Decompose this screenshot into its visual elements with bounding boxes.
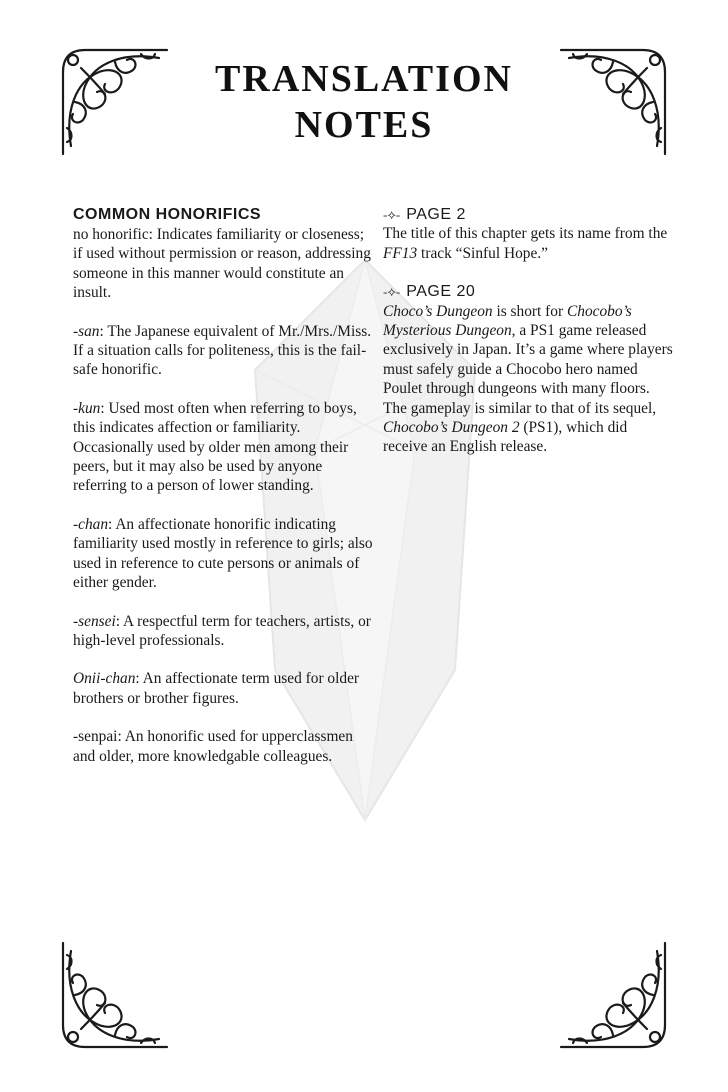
honorific-text: no honorific: Indicates familiarity or closeness; if used without permission or reason, addressing someone in this manner would constitute an insult.: [73, 226, 371, 302]
honorific-text: : An affectionate honorific indicating familiarity used mostly in reference to girls; also used in reference to cute persons or animals of either gender.: [73, 515, 373, 592]
honorific-entry: [73, 399, 373, 496]
note-text-part: The title of this chapter gets its name from the: [383, 225, 668, 243]
honorific-text: : An affectionate term used for older brothers or brother figures.: [73, 670, 360, 707]
note-text-part: (PS1), which did receive an English release.: [383, 419, 628, 456]
page-note-text: [383, 224, 673, 263]
page-note-label: PAGE 2: [406, 206, 466, 223]
honorific-term: -chan: [73, 515, 109, 533]
note-text-part: Choco’s Dungeon: [383, 302, 493, 320]
honorifics-column: [73, 205, 373, 785]
diamond-bullet-icon: -⟡-: [383, 284, 401, 300]
note-text-part: is short for: [492, 302, 567, 320]
honorific-entry: [73, 322, 373, 380]
honorific-entry: [73, 515, 373, 593]
page-title-line2: NOTES: [294, 104, 434, 146]
ornament-corner-icon: [553, 935, 673, 1055]
honorific-term: -san: [73, 322, 100, 340]
page-note: [383, 205, 673, 263]
honorific-text: : The Japanese equivalent of Mr./Mrs./Miss. If a situation calls for politeness, this is the fail-safe honorific.: [73, 322, 372, 379]
honorifics-heading: COMMON HONORIFICS: [73, 206, 262, 223]
honorific-text: -senpai: An honorific used for upperclassmen and older, more knowledgable colleagues.: [73, 728, 353, 765]
page-note-label: PAGE 20: [406, 283, 476, 301]
page-notes-column: [383, 205, 673, 476]
note-text-part: , a PS1 game released exclusively in Japan. It’s a game where players must safely guide a Chocobo hero named Poulet through dungeons with many floors. The gameplay is similar to that of its sequel,: [383, 322, 673, 417]
note-text-part: FF13: [383, 244, 418, 262]
honorific-term: -kun: [73, 399, 101, 417]
note-text-part: Chocobo’s Mysterious Dungeon: [383, 302, 632, 340]
note-text-part: Chocobo’s Dungeon 2: [383, 419, 520, 437]
ornament-corner-icon: [55, 935, 175, 1055]
page-note: [383, 282, 673, 457]
note-text-part: track “Sinful Hope.”: [417, 244, 548, 262]
page-title: [0, 56, 728, 148]
honorific-term: Onii-chan: [73, 670, 136, 688]
honorific-text: : A respectful term for teachers, artists, or high-level professionals.: [73, 612, 371, 649]
honorific-term: -sensei: [73, 612, 116, 630]
diamond-bullet-icon: -⟡-: [383, 207, 401, 222]
page-title-line1: TRANSLATION: [215, 58, 513, 100]
honorific-entry: [73, 727, 373, 766]
honorific-entry: [73, 225, 373, 303]
page-note-text: [383, 302, 673, 457]
honorific-text: : Used most often when referring to boys, this indicates affection or familiarity. Occasionally used by older men among their peers, but it may also be used by anyone referring to a person of lower standing.: [73, 399, 357, 495]
honorific-entry: [73, 669, 373, 708]
page-note-heading: [383, 205, 673, 224]
honorific-entry: [73, 612, 373, 651]
page-note-heading: [383, 282, 673, 301]
